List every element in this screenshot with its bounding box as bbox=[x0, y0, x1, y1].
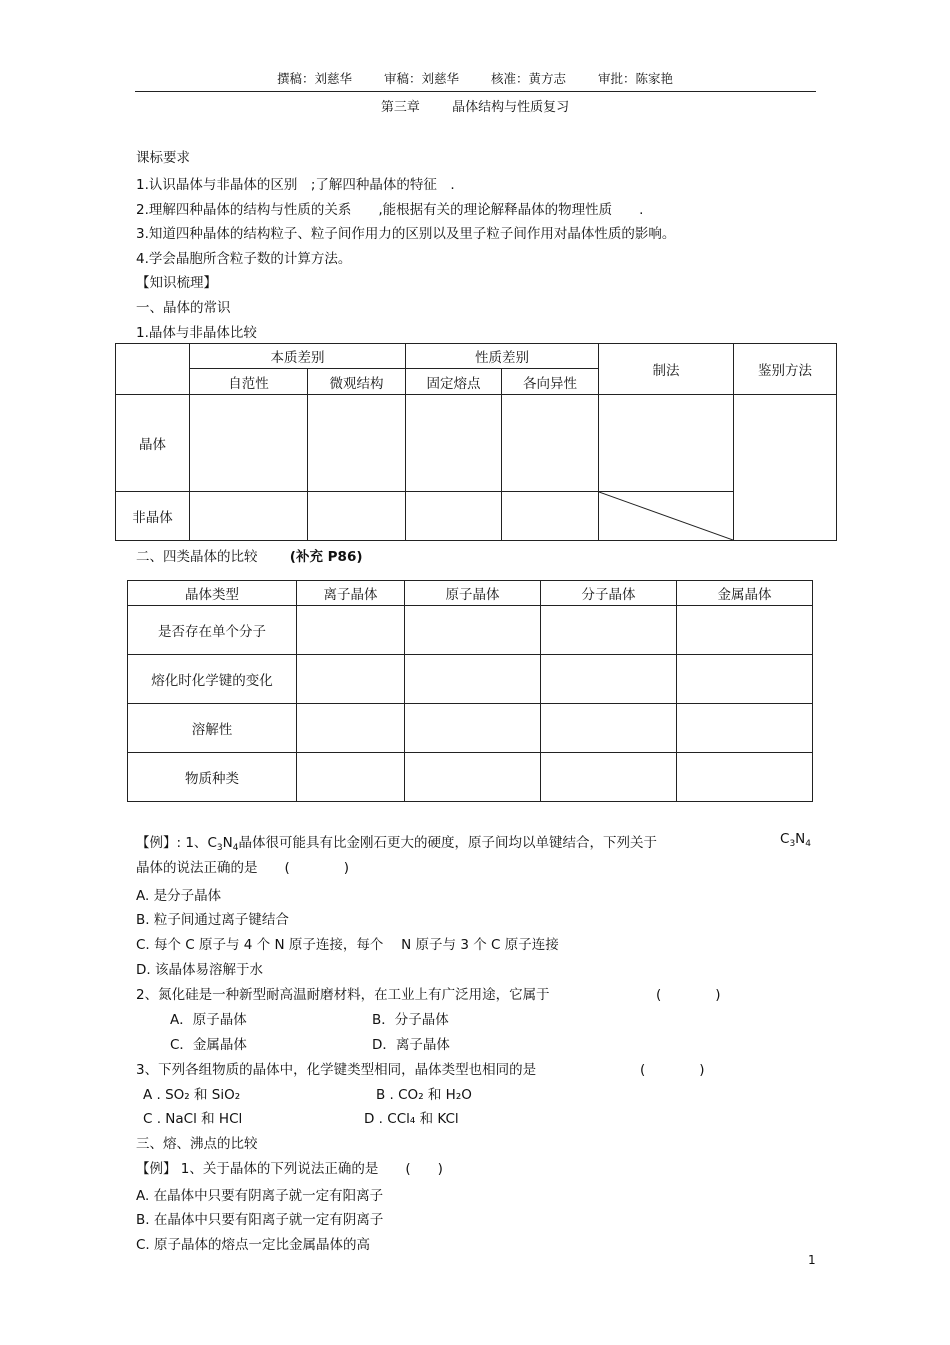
table-cell bbox=[190, 492, 308, 541]
column-header: 分子晶体 bbox=[541, 581, 677, 606]
row-header: 晶体 bbox=[116, 395, 190, 492]
table-cell bbox=[308, 492, 406, 541]
table-cell bbox=[502, 492, 599, 541]
example3-stem: 3、下列各组物质的晶体中，化学键类型相同，晶体类型也相同的是 bbox=[136, 1062, 537, 1078]
formula-c-sub: 3 bbox=[789, 839, 796, 849]
diagonal-line bbox=[599, 492, 733, 540]
formula-n: N bbox=[222, 835, 233, 851]
table-cell bbox=[405, 606, 541, 655]
section1-subheading: 1.晶体与非晶体比较 bbox=[136, 325, 257, 341]
group-header: 本质差别 bbox=[190, 344, 406, 369]
row-header: 物质种类 bbox=[128, 753, 297, 802]
sub-column-header: 微观结构 bbox=[308, 369, 406, 395]
option-a: A . SO₂ 和 SiO₂ bbox=[143, 1087, 241, 1103]
table-cell bbox=[541, 753, 677, 802]
example3-answer-paren: ( ) bbox=[640, 1062, 705, 1078]
table-cell bbox=[297, 704, 405, 753]
column-header: 鉴别方法 bbox=[734, 344, 837, 395]
knowledge-heading: 【知识梳理】 bbox=[136, 275, 217, 291]
crystal-comparison-table bbox=[115, 343, 837, 541]
table-cell bbox=[677, 704, 813, 753]
table-cell bbox=[405, 655, 541, 704]
option-a: A. 在晶体中只要有阴离子就一定有阳离子 bbox=[136, 1188, 384, 1204]
requirement-item: 4.学会晶胞所含粒子数的计算方法。 bbox=[136, 251, 352, 267]
example2-answer-paren: ( ) bbox=[656, 987, 721, 1003]
document-header bbox=[0, 69, 950, 87]
section2-heading: 二、四类晶体的比较 bbox=[136, 549, 258, 565]
section2-heading-line bbox=[136, 545, 363, 565]
option-d: D . CCl₄ 和 KCl bbox=[364, 1111, 459, 1127]
table-corner-cell bbox=[116, 344, 190, 395]
column-header: 金属晶体 bbox=[677, 581, 813, 606]
column-header: 制法 bbox=[599, 344, 734, 395]
signoff-credit: 审批：陈家艳 bbox=[597, 71, 673, 86]
formula-n-sub: 4 bbox=[232, 843, 239, 853]
table-cell bbox=[734, 395, 837, 541]
row-header: 熔化时化学键的变化 bbox=[128, 655, 297, 704]
title-text: 晶体结构与性质复习 bbox=[452, 100, 570, 115]
option-b: B. 粒子间通过离子键结合 bbox=[136, 912, 289, 928]
formula-repeat bbox=[780, 831, 811, 849]
column-header: 晶体类型 bbox=[128, 581, 297, 606]
group-header: 性质差别 bbox=[406, 344, 599, 369]
example1-label: 【例】: 1、 bbox=[136, 835, 208, 851]
section2-note: (补充 P86) bbox=[289, 549, 363, 565]
option-d: D. 该晶体易溶解于水 bbox=[136, 962, 263, 978]
table-cell bbox=[406, 492, 502, 541]
column-header: 离子晶体 bbox=[297, 581, 405, 606]
sub-column-header: 自范性 bbox=[190, 369, 308, 395]
table-cell bbox=[406, 395, 502, 492]
requirement-item: 3.知道四种晶体的结构粒子、粒子间作用力的区别以及里子粒子间作用对晶体性质的影响。 bbox=[136, 226, 676, 242]
table-cell bbox=[541, 606, 677, 655]
option-c: C . NaCl 和 HCl bbox=[143, 1111, 243, 1127]
table-cell bbox=[297, 753, 405, 802]
example1-stem-cont: 晶体的说法正确的是 ( ) bbox=[136, 860, 350, 876]
reviewer-credit: 审稿：刘慈华 bbox=[383, 71, 459, 86]
column-header: 原子晶体 bbox=[405, 581, 541, 606]
table-cell bbox=[405, 753, 541, 802]
option-c: C. 原子晶体的熔点一定比金属晶体的高 bbox=[136, 1237, 371, 1253]
formula-c: C bbox=[207, 835, 217, 851]
table-cell bbox=[405, 704, 541, 753]
table-cell bbox=[677, 753, 813, 802]
formula-n: N bbox=[795, 831, 806, 847]
table-cell bbox=[297, 606, 405, 655]
table-cell bbox=[308, 395, 406, 492]
requirement-item: 1.认识晶体与非晶体的区别 ;了解四种晶体的特征 . bbox=[136, 177, 455, 193]
example1-stem bbox=[136, 831, 657, 853]
option-a: A. 是分子晶体 bbox=[136, 888, 222, 904]
sub-column-header: 固定熔点 bbox=[406, 369, 502, 395]
option-d: D．离子晶体 bbox=[372, 1037, 450, 1053]
requirements-heading: 课标要求 bbox=[136, 150, 190, 166]
formula-c-sub: 3 bbox=[216, 843, 223, 853]
four-crystal-table bbox=[127, 580, 813, 802]
option-c: C. 每个 C 原子与 4 个 N 原子连接，每个 N 原子与 3 个 C 原子连接 bbox=[136, 937, 559, 953]
table-cell bbox=[599, 395, 734, 492]
table-cell bbox=[541, 655, 677, 704]
row-header: 是否存在单个分子 bbox=[128, 606, 297, 655]
sub-column-header: 各向异性 bbox=[502, 369, 599, 395]
option-a: A．原子晶体 bbox=[170, 1012, 247, 1028]
table-cell bbox=[541, 704, 677, 753]
example2-stem: 2、氮化硅是一种新型耐高温耐磨材料，在工业上有广泛用途，它属于 bbox=[136, 987, 550, 1003]
example1-stem-text: 晶体很可能具有比金刚石更大的硬度，原子间均以单键结合，下列关于 bbox=[238, 835, 657, 851]
row-header: 非晶体 bbox=[116, 492, 190, 541]
approver-credit: 核准：黄方志 bbox=[490, 71, 566, 86]
page-title bbox=[0, 96, 950, 115]
table-cell bbox=[677, 655, 813, 704]
table-cell bbox=[677, 606, 813, 655]
author-credit: 撰稿：刘慈华 bbox=[276, 71, 352, 86]
table-cell bbox=[297, 655, 405, 704]
requirement-item: 2.理解四种晶体的结构与性质的关系 ,能根据有关的理论解释晶体的物理性质 . bbox=[136, 202, 644, 218]
chapter-label: 第三章 bbox=[380, 100, 420, 115]
page-number: 1 bbox=[808, 1253, 816, 1267]
option-b: B . CO₂ 和 H₂O bbox=[376, 1087, 472, 1103]
table-cell bbox=[502, 395, 599, 492]
section3-example-stem: 【例】 1、关于晶体的下列说法正确的是 ( ) bbox=[136, 1161, 443, 1177]
option-c: C．金属晶体 bbox=[170, 1037, 247, 1053]
formula-c: C bbox=[780, 831, 790, 847]
option-b: B．分子晶体 bbox=[372, 1012, 449, 1028]
option-b: B. 在晶体中只要有阳离子就一定有阴离子 bbox=[136, 1212, 384, 1228]
formula-n-sub: 4 bbox=[805, 839, 812, 849]
section3-heading: 三、熔、沸点的比较 bbox=[136, 1136, 258, 1152]
diagonal-cell bbox=[599, 492, 734, 541]
table-cell bbox=[190, 395, 308, 492]
row-header: 溶解性 bbox=[128, 704, 297, 753]
header-rule bbox=[135, 91, 816, 92]
section1-heading: 一、晶体的常识 bbox=[136, 300, 231, 316]
